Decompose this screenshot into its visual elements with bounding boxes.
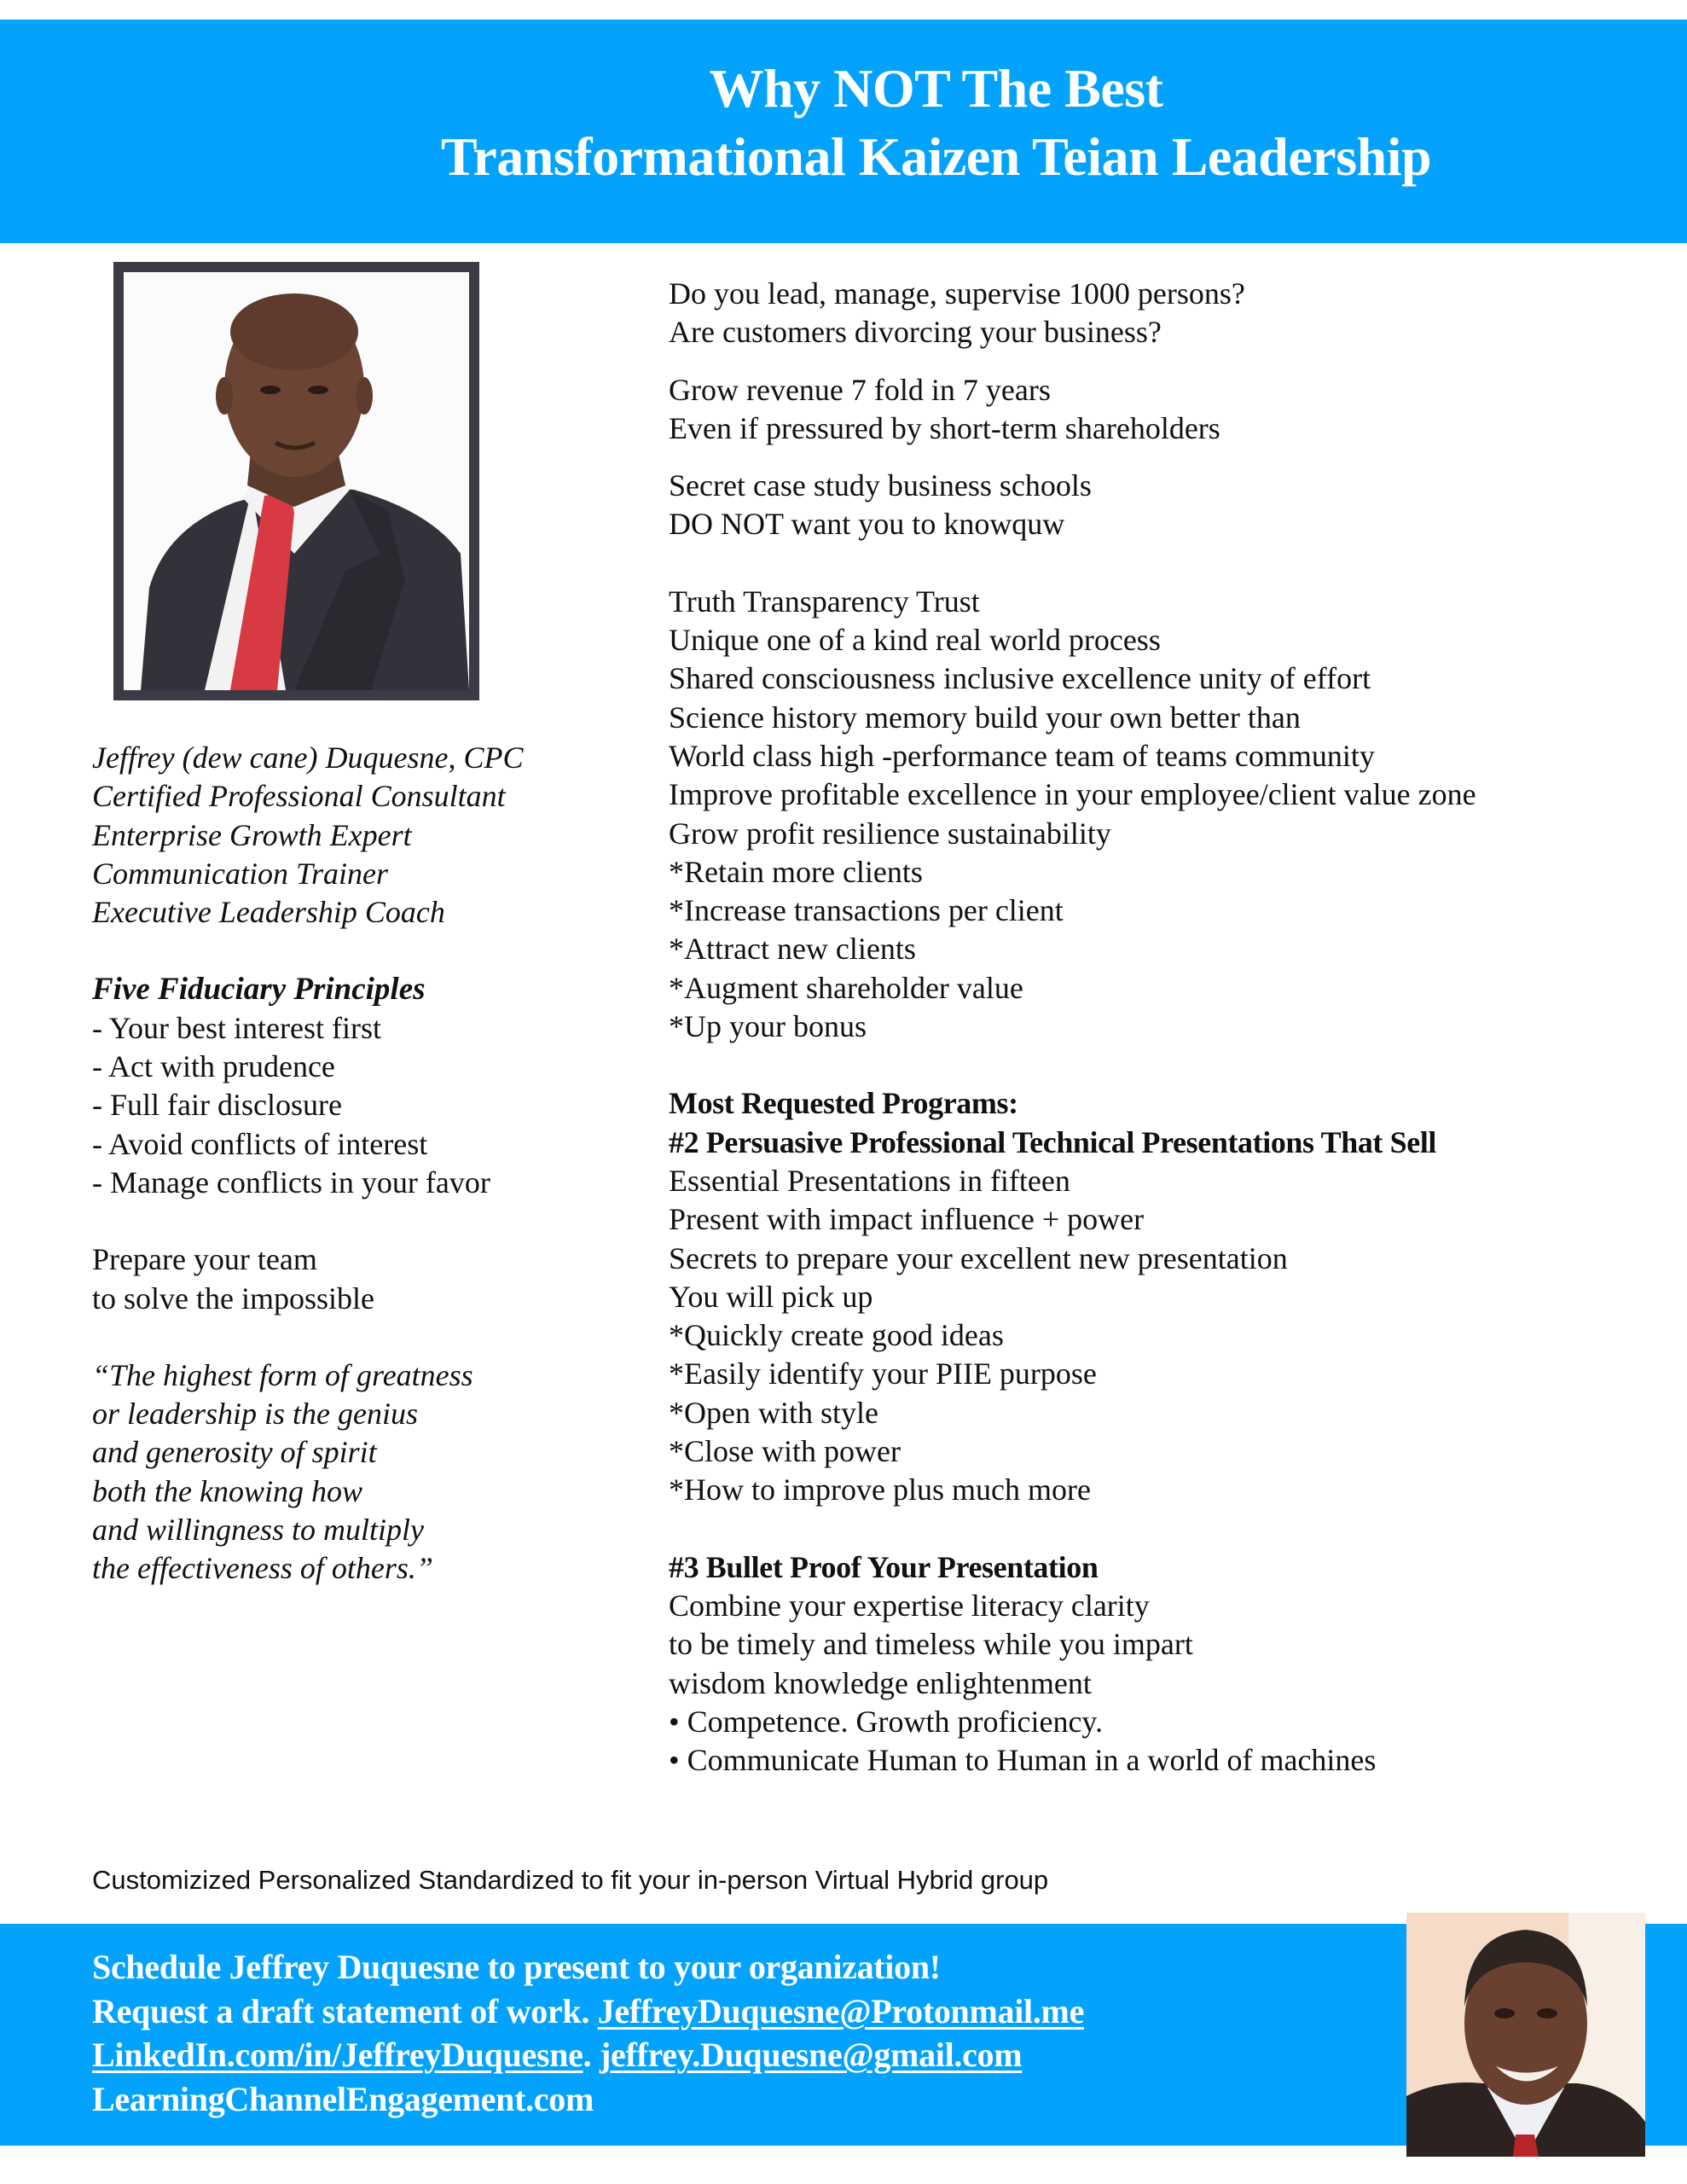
footer-portrait-illustration <box>1406 1913 1645 2157</box>
value-line: Unique one of a kind real world process <box>669 623 1161 658</box>
principle-item: - Avoid conflicts of interest <box>92 1126 428 1161</box>
link-separator: . <box>583 2036 600 2074</box>
contact-block <box>92 1945 1388 2121</box>
credential-line: Certified Professional Consultant <box>92 779 506 814</box>
program-2-details <box>669 1162 1667 1510</box>
quote-line: and generosity of spirit <box>92 1435 377 1470</box>
program-3-line: Combine your expertise literacy clarity <box>669 1588 1150 1623</box>
prepare-line: to solve the impossible <box>92 1281 374 1316</box>
value-line: Science history memory build your own better than <box>669 700 1301 735</box>
portrait-photo <box>113 262 479 700</box>
programs-heading: Most Requested Programs: <box>669 1086 1018 1121</box>
program-2-title: #2 Persuasive Professional Technical Presentations That Sell <box>669 1124 1437 1159</box>
growth-line: Even if pressured by short-term shareholders <box>669 410 1220 445</box>
secret-line: Secret case study business schools <box>669 468 1092 503</box>
credential-line: Enterprise Growth Expert <box>92 817 412 852</box>
left-column <box>92 739 621 1589</box>
program-3-line: • Communicate Human to Human in a world of machines <box>669 1743 1377 1778</box>
linkedin-link[interactable]: LinkedIn.com/in/JeffreyDuquesne <box>92 2036 583 2074</box>
principle-item: - Full fair disclosure <box>92 1088 342 1123</box>
program-2-line: *Quickly create good ideas <box>669 1318 1004 1353</box>
right-column <box>669 275 1667 1780</box>
prepare-statement <box>92 1240 621 1318</box>
secret-block <box>669 467 1667 544</box>
program-3-line: • Competence. Growth proficiency. <box>669 1704 1104 1739</box>
principle-item: - Your best interest first <box>92 1010 381 1045</box>
value-line: Grow profit resilience sustainability <box>669 816 1111 851</box>
value-line: *Attract new clients <box>669 932 916 967</box>
program-2-line: *How to improve plus much more <box>669 1472 1091 1507</box>
value-line: *Up your bonus <box>669 1009 867 1044</box>
value-line: Improve profitable excellence in your employee/client value zone <box>669 777 1476 812</box>
program-3-title: #3 Bullet Proof Your Presentation <box>669 1549 1099 1584</box>
request-line <box>92 1989 1388 2034</box>
credential-line: Jeffrey (dew cane) Duquesne, CPC <box>92 741 524 775</box>
page-title <box>281 55 1591 191</box>
questions-block <box>669 275 1667 352</box>
growth-block <box>669 371 1667 449</box>
program-2-line: *Easily identify your PIIE purpose <box>669 1356 1097 1391</box>
principles-list <box>92 1009 621 1202</box>
program-2-line: *Open with style <box>669 1395 878 1430</box>
principles-heading: Five Fiduciary Principles <box>92 972 426 1008</box>
secret-line: DO NOT want you to knowquw <box>669 507 1065 542</box>
values-list <box>669 583 1667 1047</box>
question-line: Do you lead, manage, supervise 1000 persons? <box>669 276 1245 311</box>
program-3-line: wisdom knowledge enlightenment <box>669 1665 1092 1700</box>
credential-line: Executive Leadership Coach <box>92 895 445 930</box>
question-line: Are customers divorcing your business? <box>669 315 1162 350</box>
schedule-line: Schedule Jeffrey Duquesne to present to your organization! <box>92 1948 941 1986</box>
protonmail-link[interactable]: JeffreyDuquesne@Protonmail.me <box>597 1991 1085 2030</box>
quote-line: or leadership is the genius <box>92 1397 418 1432</box>
leadership-quote <box>92 1356 621 1589</box>
quote-line: the effectiveness of others.” <box>92 1551 433 1586</box>
value-line: World class high -performance team of teams community <box>669 738 1375 773</box>
links-line <box>92 2033 1388 2077</box>
program-3-line: to be timely and timeless while you impart <box>669 1627 1193 1662</box>
program-2-line: Secrets to prepare your excellent new presentation <box>669 1240 1288 1275</box>
quote-line: both the knowing how <box>92 1473 362 1508</box>
program-2-line: *Close with power <box>669 1434 901 1469</box>
credential-line: Communication Trainer <box>92 856 389 891</box>
request-text: Request a draft statement of work. <box>92 1991 598 2030</box>
value-line: Truth Transparency Trust <box>669 584 980 619</box>
title-line-2: Transformational Kaizen Teian Leadership <box>440 126 1432 187</box>
program-2-line: Essential Presentations in fifteen <box>669 1163 1070 1198</box>
value-line: *Retain more clients <box>669 854 923 889</box>
credentials <box>92 739 621 932</box>
quote-line: and willingness to multiply <box>92 1513 425 1548</box>
program-2-line: Present with impact influence + power <box>669 1202 1145 1237</box>
growth-line: Grow revenue 7 fold in 7 years <box>669 372 1051 407</box>
tagline: Customizized Personalized Standardized to fit your in-person Virtual Hybrid group <box>92 1865 1049 1895</box>
principle-item: - Manage conflicts in your favor <box>92 1165 490 1199</box>
quote-line: “The highest form of greatness <box>92 1357 473 1392</box>
footer-portrait-photo <box>1406 1913 1645 2157</box>
portrait-illustration <box>124 272 469 690</box>
value-line: *Increase transactions per client <box>669 893 1064 928</box>
value-line: Shared consciousness inclusive excellence unity of effort <box>669 661 1371 696</box>
prepare-line: Prepare your team <box>92 1242 317 1277</box>
program-3-details <box>669 1587 1667 1780</box>
title-line-1: Why NOT The Best <box>709 58 1163 119</box>
principle-item: - Act with prudence <box>92 1049 335 1084</box>
program-2-line: You will pick up <box>669 1279 873 1314</box>
gmail-link[interactable]: jeffrey.Duquesne@gmail.com <box>600 2036 1023 2074</box>
website-line: LearningChannelEngagement.com <box>92 2079 594 2118</box>
value-line: *Augment shareholder value <box>669 970 1023 1005</box>
